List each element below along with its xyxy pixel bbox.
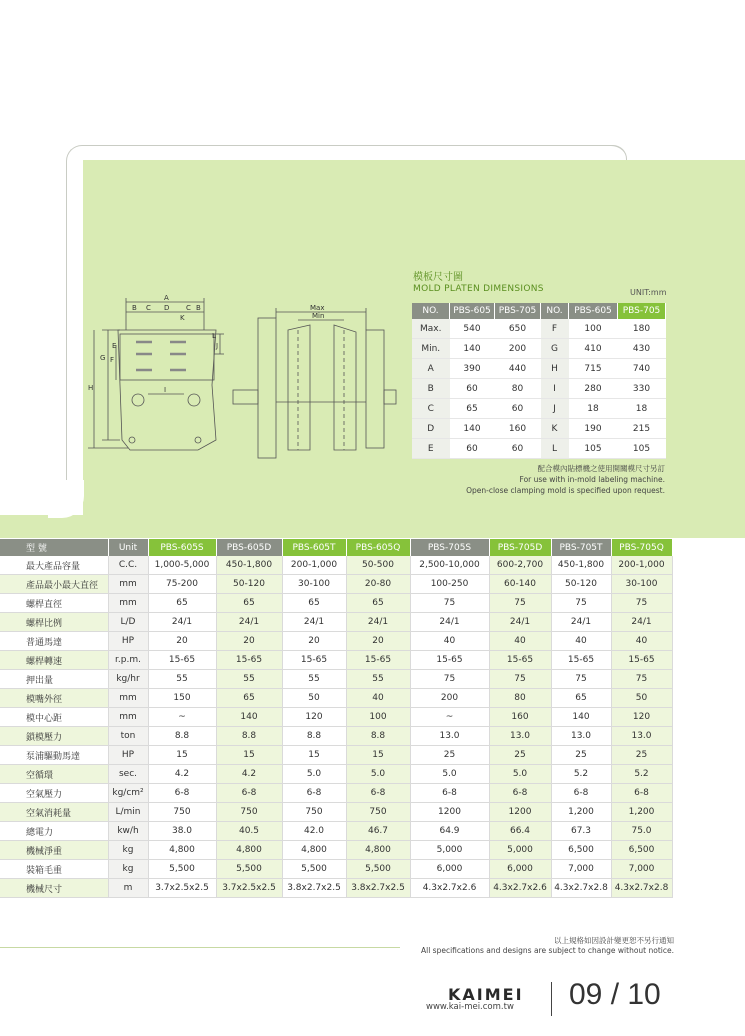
dimension-cell: 60 [450,379,495,399]
panel-background-strip [0,515,83,538]
specification-label: 螺桿直徑 [0,594,108,613]
specification-value: 5.2 [611,765,672,784]
dimension-cell: 105 [569,439,618,459]
specification-value: 4.3x2.7x2.8 [551,879,611,898]
specification-value: 1,200 [551,803,611,822]
specification-label: 機械淨重 [0,841,108,860]
specification-header-cell: PBS-705S [410,539,489,556]
specification-row [0,765,672,784]
specification-label: 空氣消耗量 [0,803,108,822]
dimension-cell: 330 [618,379,666,399]
specification-value: 1,000-5,000 [148,556,216,575]
specification-header-cell: PBS-705D [489,539,551,556]
specification-unit: ton [108,727,148,746]
specification-value: 13.0 [410,727,489,746]
specification-value: 55 [346,670,410,689]
dimension-row [412,399,666,419]
specification-value: 13.0 [611,727,672,746]
dimension-row [412,359,666,379]
dimension-header-cell: NO. [412,303,450,319]
specification-value: 55 [148,670,216,689]
specification-value: 50-120 [551,575,611,594]
specification-value: 6-8 [551,784,611,803]
specification-value: 6-8 [346,784,410,803]
specification-value: 80 [489,689,551,708]
dimension-cell: 105 [618,439,666,459]
specification-value: 6,000 [489,860,551,879]
specification-value: 6-8 [216,784,282,803]
specification-value: 24/1 [551,613,611,632]
specification-label: 空氣壓力 [0,784,108,803]
specification-value: 5.0 [489,765,551,784]
specification-value: 5,500 [282,860,346,879]
dimension-table-header [412,303,666,319]
diagram-label-e: E [112,342,117,350]
specification-unit: mm [108,689,148,708]
specification-value: 1200 [410,803,489,822]
dimension-row [412,339,666,359]
specification-value: 150 [148,689,216,708]
specification-value: 4,800 [282,841,346,860]
specification-value: 200-1,000 [611,556,672,575]
specification-value: 13.0 [489,727,551,746]
specification-label: 產品最小最大直徑 [0,575,108,594]
specification-value: 5,000 [410,841,489,860]
specification-value: 15 [148,746,216,765]
specification-value: 15 [282,746,346,765]
specification-value: 3.8x2.7x2.5 [346,879,410,898]
specification-label: 模中心距 [0,708,108,727]
specification-value: 65 [216,594,282,613]
specification-value: 15-65 [216,651,282,670]
dimension-subtitle: MOLD PLATEN DIMENSIONS [413,284,544,294]
specification-value: 67.3 [551,822,611,841]
specification-value: 25 [410,746,489,765]
page-number: 09 / 10 [569,978,661,1011]
specification-value: 75 [551,594,611,613]
specification-value: 25 [489,746,551,765]
specification-value: 15-65 [346,651,410,670]
specification-value: 600-2,700 [489,556,551,575]
specification-value: 4,800 [216,841,282,860]
diagram-label-k: K [180,314,185,322]
diagram-label-i: I [164,386,167,394]
dimension-cell: E [412,439,450,459]
diagram-label-b2: B [196,304,201,312]
specification-value: 4.2 [216,765,282,784]
specification-value: 8.8 [282,727,346,746]
specification-value: 4.3x2.7x2.8 [611,879,672,898]
specification-row [0,632,672,651]
specification-value: 75 [611,670,672,689]
dimension-row [412,439,666,459]
specification-value: 38.0 [148,822,216,841]
dimension-cell: 430 [618,339,666,359]
diagram-label-a: A [164,294,169,302]
dimension-note-en2: Open-close clamping mold is specified upon request. [466,486,665,495]
specification-unit: HP [108,632,148,651]
specification-value: 65 [282,594,346,613]
dimension-cell: D [412,419,450,439]
specification-value: 4,800 [148,841,216,860]
specification-value: 5.0 [346,765,410,784]
specification-row [0,803,672,822]
specification-value: 24/1 [410,613,489,632]
specification-value: 750 [216,803,282,822]
footer-separator [551,982,552,1016]
website-link[interactable]: www.kai-mei.com.tw [426,1002,514,1012]
dimension-cell: Max. [412,319,450,339]
dimension-cell: 18 [618,399,666,419]
specification-value: 3.7x2.5x2.5 [148,879,216,898]
specification-value: 15-65 [611,651,672,670]
dimension-cell: 200 [495,339,541,359]
specification-row [0,727,672,746]
specification-value: 24/1 [148,613,216,632]
specification-value: 75 [489,670,551,689]
specification-value: 75.0 [611,822,672,841]
specification-value: 3.7x2.5x2.5 [216,879,282,898]
diagram-label-j: J [216,342,219,350]
specification-value: 450-1,800 [216,556,282,575]
dimension-header-cell: PBS-705 [495,303,541,319]
specification-label: 最大產品容量 [0,556,108,575]
specification-header-cell: PBS-705Q [611,539,672,556]
specification-value: 6-8 [489,784,551,803]
specification-value: 64.9 [410,822,489,841]
specification-value: 75 [410,594,489,613]
specification-value: 5,500 [346,860,410,879]
specification-value: 6,500 [611,841,672,860]
specification-label: 螺桿比例 [0,613,108,632]
specification-row [0,575,672,594]
specification-value: 4.2 [148,765,216,784]
specification-value: 6-8 [410,784,489,803]
dimension-cell: 715 [569,359,618,379]
specification-value: 750 [148,803,216,822]
dimension-table [412,303,666,459]
specification-value: 55 [216,670,282,689]
dimension-cell: 215 [618,419,666,439]
specification-row [0,594,672,613]
specification-value: 50 [611,689,672,708]
specification-row [0,556,672,575]
dimension-title: 模板尺寸圖 [413,272,463,283]
specification-value: 20 [216,632,282,651]
specification-unit: m [108,879,148,898]
specification-unit: mm [108,575,148,594]
specification-value: 1,200 [611,803,672,822]
specification-label: 空循環 [0,765,108,784]
specification-value: 24/1 [216,613,282,632]
dimension-cell: 180 [618,319,666,339]
specification-value: 7,000 [551,860,611,879]
specification-value: 46.7 [346,822,410,841]
specification-value: 140 [551,708,611,727]
specification-row [0,746,672,765]
specification-value: 30-100 [611,575,672,594]
dimension-cell: G [541,339,569,359]
specification-value: 75 [551,670,611,689]
specification-unit: kg [108,841,148,860]
specification-label: 機械尺寸 [0,879,108,898]
specification-value: 42.0 [282,822,346,841]
specification-value: 15-65 [489,651,551,670]
specification-value: 100 [346,708,410,727]
specification-value: 140 [216,708,282,727]
specification-value: 5.2 [551,765,611,784]
dimension-cell: 18 [569,399,618,419]
specification-row [0,879,672,898]
specification-header-cell: PBS-605Q [346,539,410,556]
specification-unit: kg [108,860,148,879]
specification-row [0,670,672,689]
specification-value: 24/1 [282,613,346,632]
specification-value: 25 [551,746,611,765]
dimension-cell: 60 [495,399,541,419]
specification-unit: L/D [108,613,148,632]
dimension-cell: B [412,379,450,399]
specification-row [0,784,672,803]
specification-value: 200 [410,689,489,708]
specification-value: 20 [346,632,410,651]
dimension-cell: I [541,379,569,399]
specification-unit: r.p.m. [108,651,148,670]
dimension-cell: 60 [495,439,541,459]
specification-label: 普通馬達 [0,632,108,651]
diagram-label-d: D [164,304,170,312]
specification-value: 66.4 [489,822,551,841]
dimension-header-cell: PBS-605 [450,303,495,319]
specification-label: 模嘴外徑 [0,689,108,708]
dimension-cell: 740 [618,359,666,379]
specification-value: 13.0 [551,727,611,746]
specification-value: 50-500 [346,556,410,575]
specification-value: 24/1 [346,613,410,632]
specification-value: 75 [489,594,551,613]
specification-label: 泵浦驅動馬達 [0,746,108,765]
diagram-label-g: G [100,354,106,362]
specification-value: 40 [410,632,489,651]
diagram-label-h: H [88,384,94,392]
specification-value: 200-1,000 [282,556,346,575]
dimension-cell: H [541,359,569,379]
dimension-cell: 65 [450,399,495,419]
specification-value: 8.8 [216,727,282,746]
dimension-cell: 540 [450,319,495,339]
specification-value: 55 [282,670,346,689]
specification-value: 5,500 [216,860,282,879]
dimension-cell: 650 [495,319,541,339]
dimension-row [412,379,666,399]
specification-table-header [0,539,672,556]
dimension-cell: F [541,319,569,339]
specification-value: 20 [282,632,346,651]
specification-value: 5.0 [410,765,489,784]
dimension-cell: 100 [569,319,618,339]
dimension-cell: K [541,419,569,439]
specification-value: 6,500 [551,841,611,860]
specification-value: 60-140 [489,575,551,594]
specification-unit: C.C. [108,556,148,575]
specification-value: 15-65 [551,651,611,670]
dimension-cell: A [412,359,450,379]
specification-value: 5,500 [148,860,216,879]
brand-logo: KAIMEI [448,985,524,1004]
specification-value: 6-8 [611,784,672,803]
specification-unit: mm [108,708,148,727]
dimension-header-cell: PBS-605 [569,303,618,319]
dimension-cell: 280 [569,379,618,399]
specification-value: 450-1,800 [551,556,611,575]
specification-value: 75 [410,670,489,689]
specification-value: 5,000 [489,841,551,860]
specification-value: 8.8 [346,727,410,746]
dimension-header-cell: PBS-705 [618,303,666,319]
specification-table [0,539,673,898]
specification-unit: kw/h [108,822,148,841]
diagram-label-b: B [132,304,137,312]
specification-value: 2,500-10,000 [410,556,489,575]
specification-unit: L/min [108,803,148,822]
specification-row [0,860,672,879]
specification-value: 6-8 [282,784,346,803]
specification-value: 7,000 [611,860,672,879]
specification-label: 押出量 [0,670,108,689]
specification-value: 20 [148,632,216,651]
footer-divider [0,947,400,948]
specification-header-cell: PBS-705T [551,539,611,556]
dimension-cell: L [541,439,569,459]
dimension-note-zh: 配合模內貼標機之使用開關模尺寸另訂 [537,464,665,473]
specification-value: 100-250 [410,575,489,594]
specification-unit: HP [108,746,148,765]
specification-value: 15-65 [410,651,489,670]
mold-platen-diagram [88,290,408,465]
specification-header-cell: PBS-605S [148,539,216,556]
specification-row [0,708,672,727]
dimension-header-cell: NO. [541,303,569,319]
specification-label: 螺桿轉速 [0,651,108,670]
specification-value: 4.3x2.7x2.6 [410,879,489,898]
specification-header-cell: Unit [108,539,148,556]
specification-value: 15 [346,746,410,765]
dimension-row [412,319,666,339]
dimension-cell: 80 [495,379,541,399]
specification-value: 40 [551,632,611,651]
specification-row [0,651,672,670]
specification-value: 15-65 [282,651,346,670]
specification-value: 30-100 [282,575,346,594]
specification-value: ~ [410,708,489,727]
diagram-label-min: Min [312,312,325,320]
dimension-note-en1: For use with in-mold labeling machine. [519,475,665,484]
specification-value: 120 [611,708,672,727]
specification-value: 40 [489,632,551,651]
dimension-cell: C [412,399,450,419]
dimension-cell: 440 [495,359,541,379]
specification-value: 65 [551,689,611,708]
specification-value: 75 [611,594,672,613]
diagram-label-f: F [110,356,115,364]
specification-value: 50-120 [216,575,282,594]
specification-row [0,689,672,708]
specification-value: 4.3x2.7x2.6 [489,879,551,898]
diagram-label-l: L [212,332,216,340]
dimension-cell: 140 [450,419,495,439]
dimension-cell: 390 [450,359,495,379]
specification-value: 40.5 [216,822,282,841]
specification-value: 24/1 [611,613,672,632]
specification-header-cell: PBS-605D [216,539,282,556]
footer-note-zh: 以上規格如因設計變更恕不另行通知 [554,936,674,945]
diagram-label-c2: C [186,304,191,312]
dimension-cell: 190 [569,419,618,439]
specification-value: 65 [148,594,216,613]
dimension-cell: 410 [569,339,618,359]
specification-value: 750 [346,803,410,822]
specification-label: 鎖模壓力 [0,727,108,746]
dimension-cell: 140 [450,339,495,359]
panel-outline-corner [600,145,627,161]
specification-value: 15-65 [148,651,216,670]
specification-row [0,613,672,632]
specification-value: 4,800 [346,841,410,860]
dimension-unit: UNIT:mm [630,288,667,297]
specification-value: 24/1 [489,613,551,632]
specification-value: ~ [148,708,216,727]
specification-unit: sec. [108,765,148,784]
diagram-label-max: Max [310,304,325,312]
specification-value: 40 [346,689,410,708]
specification-value: 15 [216,746,282,765]
specification-value: 50 [282,689,346,708]
specification-value: 65 [216,689,282,708]
specification-value: 25 [611,746,672,765]
specification-label: 總電力 [0,822,108,841]
specification-value: 40 [611,632,672,651]
specification-value: 3.8x2.7x2.5 [282,879,346,898]
specification-unit: kg/cm² [108,784,148,803]
specification-value: 6-8 [148,784,216,803]
specification-value: 160 [489,708,551,727]
specification-value: 75-200 [148,575,216,594]
dimension-cell: J [541,399,569,419]
specification-value: 5.0 [282,765,346,784]
specification-unit: mm [108,594,148,613]
specification-value: 750 [282,803,346,822]
specification-value: 65 [346,594,410,613]
footer-note-en: All specifications and designs are subject to change without notice. [421,946,674,955]
specification-row [0,841,672,860]
specification-value: 120 [282,708,346,727]
dimension-cell: 60 [450,439,495,459]
specification-label: 裝箱毛重 [0,860,108,879]
diagram-label-c: C [146,304,151,312]
specification-value: 20-80 [346,575,410,594]
specification-unit: kg/hr [108,670,148,689]
specification-header-cell: 型 號 [0,539,108,556]
specification-value: 6,000 [410,860,489,879]
dimension-row [412,419,666,439]
specification-value: 8.8 [148,727,216,746]
specification-header-cell: PBS-605T [282,539,346,556]
specification-value: 1200 [489,803,551,822]
specification-row [0,822,672,841]
dimension-cell: Min. [412,339,450,359]
dimension-cell: 160 [495,419,541,439]
